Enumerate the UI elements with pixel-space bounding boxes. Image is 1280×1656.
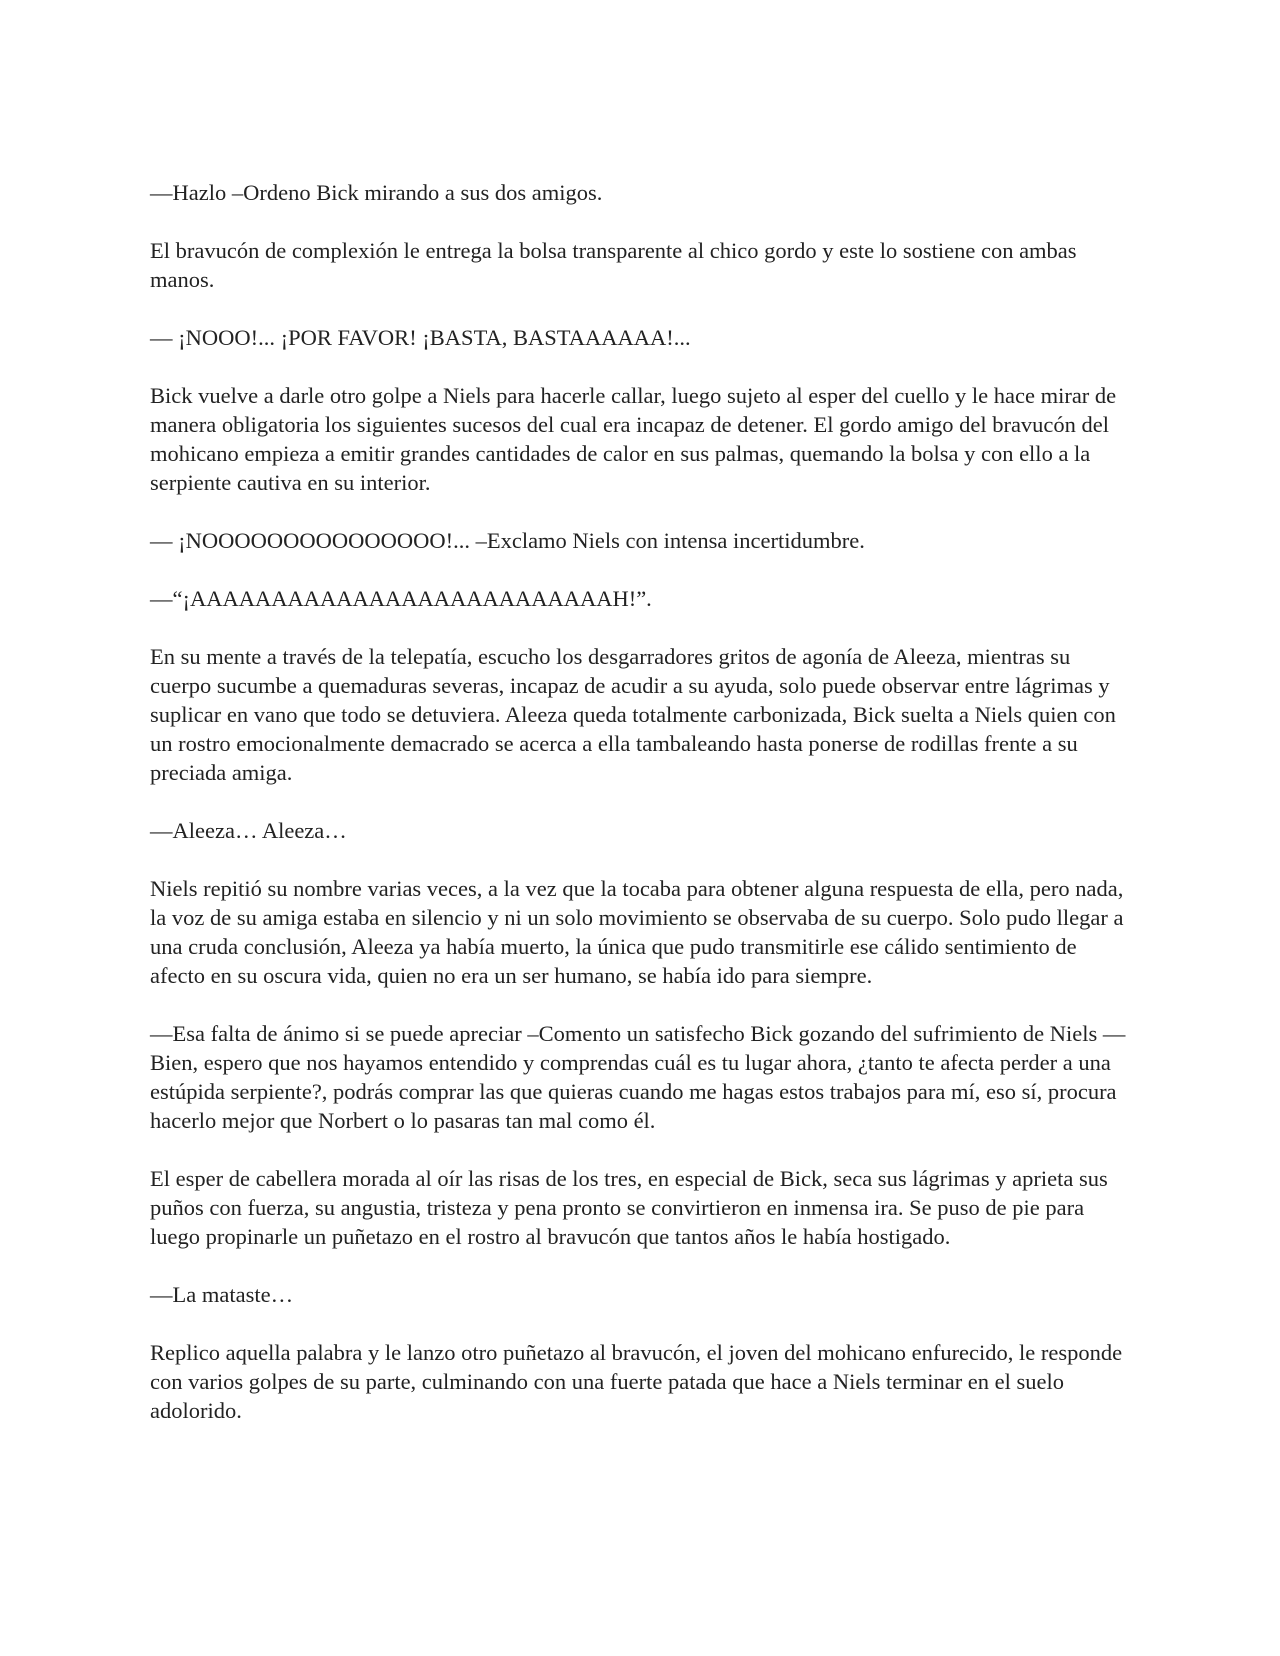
paragraph-niels-repitio: Niels repitió su nombre varias veces, a la vez que la tocaba para obtener alguna respuesta de ella, pero nada, la voz de su amiga estaba en silencio y ni un solo movimiento se observaba de su cuerpo. Solo pudo llegar a una cruda conclusión, Aleeza ya había muerto, la única que pudo transmitirle ese cálido sentimiento de afecto en su oscura vida, quien no era un ser humano, se había ido para siempre. xyxy=(150,876,1124,988)
paragraph-telepatia: En su mente a través de la telepatía, escucho los desgarradores gritos de agonía de Aleeza, mientras su cuerpo sucumbe a quemaduras severas, incapaz de acudir a su ayuda, solo puede observar entre lágrimas y suplicar en vano que todo se detuviera. Aleeza queda totalmente carbonizada, Bick suelta a Niels quien con un rostro emocionalmente demacrado se acerca a ella tambaleando hasta ponerse de rodillas frente a su preciada amiga. xyxy=(150,644,1116,785)
paragraph-dialogue-exclamo: — ¡NOOOOOOOOOOOOOOO!... –Exclamo Niels con intensa incertidumbre. xyxy=(150,528,865,553)
paragraph-bolsa: El bravucón de complexión le entrega la bolsa transparente al chico gordo y este lo sostiene con ambas manos. xyxy=(150,238,1077,292)
paragraph-replico: Replico aquella palabra y le lanzo otro puñetazo al bravucón, el joven del mohicano enfurecido, le responde con varios golpes de su parte, culminando con una fuerte patada que hace a Niels terminar en el suelo adolorido. xyxy=(150,1340,1123,1423)
paragraph-esper-ira: El esper de cabellera morada al oír las risas de los tres, en especial de Bick, seca sus lágrimas y aprieta sus puños con fuerza, su angustia, tristeza y pena pronto se convirtieron en inmensa ira. Se puso de pie para luego propinarle un puñetazo en el rostro al bravucón que tantos años le había hostigado. xyxy=(150,1166,1108,1249)
document-body xyxy=(150,178,1130,1454)
paragraph-golpe: Bick vuelve a darle otro golpe a Niels para hacerle callar, luego sujeto al esper del cuello y le hace mirar de manera obligatoria los siguientes sucesos del cual era incapaz de detener. El gordo amigo del bravucón del mohicano empieza a emitir grandes cantidades de calor en sus palmas, quemando la bolsa y con ello a la serpiente cautiva en su interior. xyxy=(150,383,1117,495)
paragraph-dialogue-bick: —Esa falta de ánimo si se puede apreciar –Comento un satisfecho Bick gozando del sufrimiento de Niels —Bien, espero que nos hayamos entendido y comprendas cuál es tu lugar ahora, ¿tanto te afecta perder a una estúpida serpiente?, podrás comprar las que quieras cuando me hagas estos trabajos para mí, eso sí, procura hacerlo mejor que Norbert o lo pasaras tan mal como él. xyxy=(150,1021,1126,1133)
paragraph-dialogue-mataste: —La mataste… xyxy=(150,1282,294,1307)
paragraph-dialogue-nooo: — ¡NOOO!... ¡POR FAVOR! ¡BASTA, BASTAAAAAA!... xyxy=(150,325,691,350)
paragraph-dialogue-hazlo: —Hazlo –Ordeno Bick mirando a sus dos amigos. xyxy=(150,180,603,205)
paragraph-dialogue-aleeza: —Aleeza… Aleeza… xyxy=(150,818,347,843)
paragraph-dialogue-grito: —“¡AAAAAAAAAAAAAAAAAAAAAAAAAAH!”. xyxy=(150,586,652,611)
